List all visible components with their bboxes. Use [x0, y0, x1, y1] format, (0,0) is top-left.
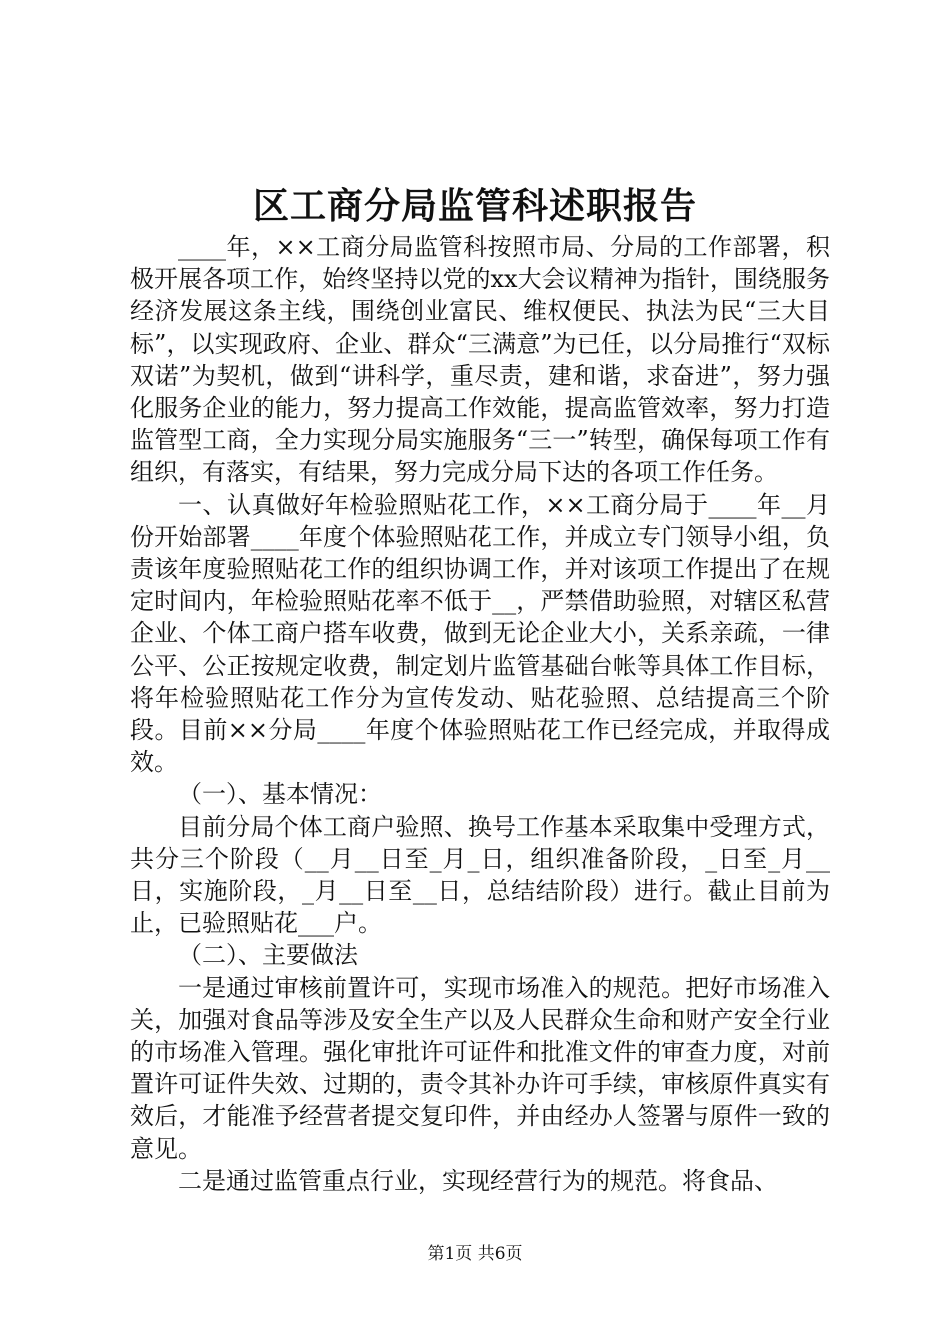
- subheading-main-practices: （二）、主要做法: [178, 941, 358, 970]
- document-body: [130, 231, 830, 1197]
- paragraph-intro: ____年，××工商分局监管科按照市局、分局的工作部署，积极开展各项工作，始终坚持以党的xx大会议精神为指针，围绕服务经济发展这条主线，围绕创业富民、维权便民、执法为民“三大目标”，以实现政府、企业、群众“三满意”为已任，以分局推行“双标双诺”为契机，做到“讲科学，重尽责，建和谐，求奋进”，努力强化服务企业的能力，努力提高工作效能，提高监管效率，努力打造监管型工商，全力实现分局实施服务“三一”转型，确保每项工作有组织，有落实，有结果，努力完成分局下达的各项工作任务。: [130, 233, 830, 487]
- page-footer: 第1页 共6页: [427, 1244, 523, 1264]
- subheading-basic-situation: （一）、基本情况：: [178, 780, 382, 809]
- paragraph-basic-situation: 目前分局个体工商户验照、换号工作基本采取集中受理方式，共分三个阶段（__月__日至_月_日，组织准备阶段，_日至_月__日，实施阶段，_月__日至__日，总结结阶段）进行。截止目前为止，已验照贴花___户。: [130, 812, 830, 938]
- paragraph-practice-two: 二是通过监管重点行业，实现经营行为的规范。将食品、: [178, 1166, 778, 1195]
- paragraph-practice-one: 一是通过审核前置许可，实现市场准入的规范。把好市场准入关，加强对食品等涉及安全生产以及人民群众生命和财产安全行业的市场准入管理。强化审批许可证件和批准文件的审查力度，对前置许可证件失效、过期的，责令其补办许可手续，审核原件真实有效后，才能准予经营者提交复印件，并由经办人签署与原件一致的意见。: [130, 973, 830, 1163]
- document-title: 区工商分局监管科述职报告: [252, 185, 697, 227]
- paragraph-section-one: 一、认真做好年检验照贴花工作，××工商分局于____年__月份开始部署____年度个体验照贴花工作，并成立专门领导小组，负责该年度验照贴花工作的组织协调工作，并对该项工作提出了在规定时间内，年检验照贴花率不低于__，严禁借助验照，对辖区私营企业、个体工商户搭车收费，做到无论企业大小，关系亲疏，一律公平、公正按规定收费，制定划片监管基础台帐等具体工作目标，将年检验照贴花工作分为宣传发动、贴花验照、总结提高三个阶段。目前××分局____年度个体验照贴花工作已经完成，并取得成效。: [130, 490, 830, 777]
